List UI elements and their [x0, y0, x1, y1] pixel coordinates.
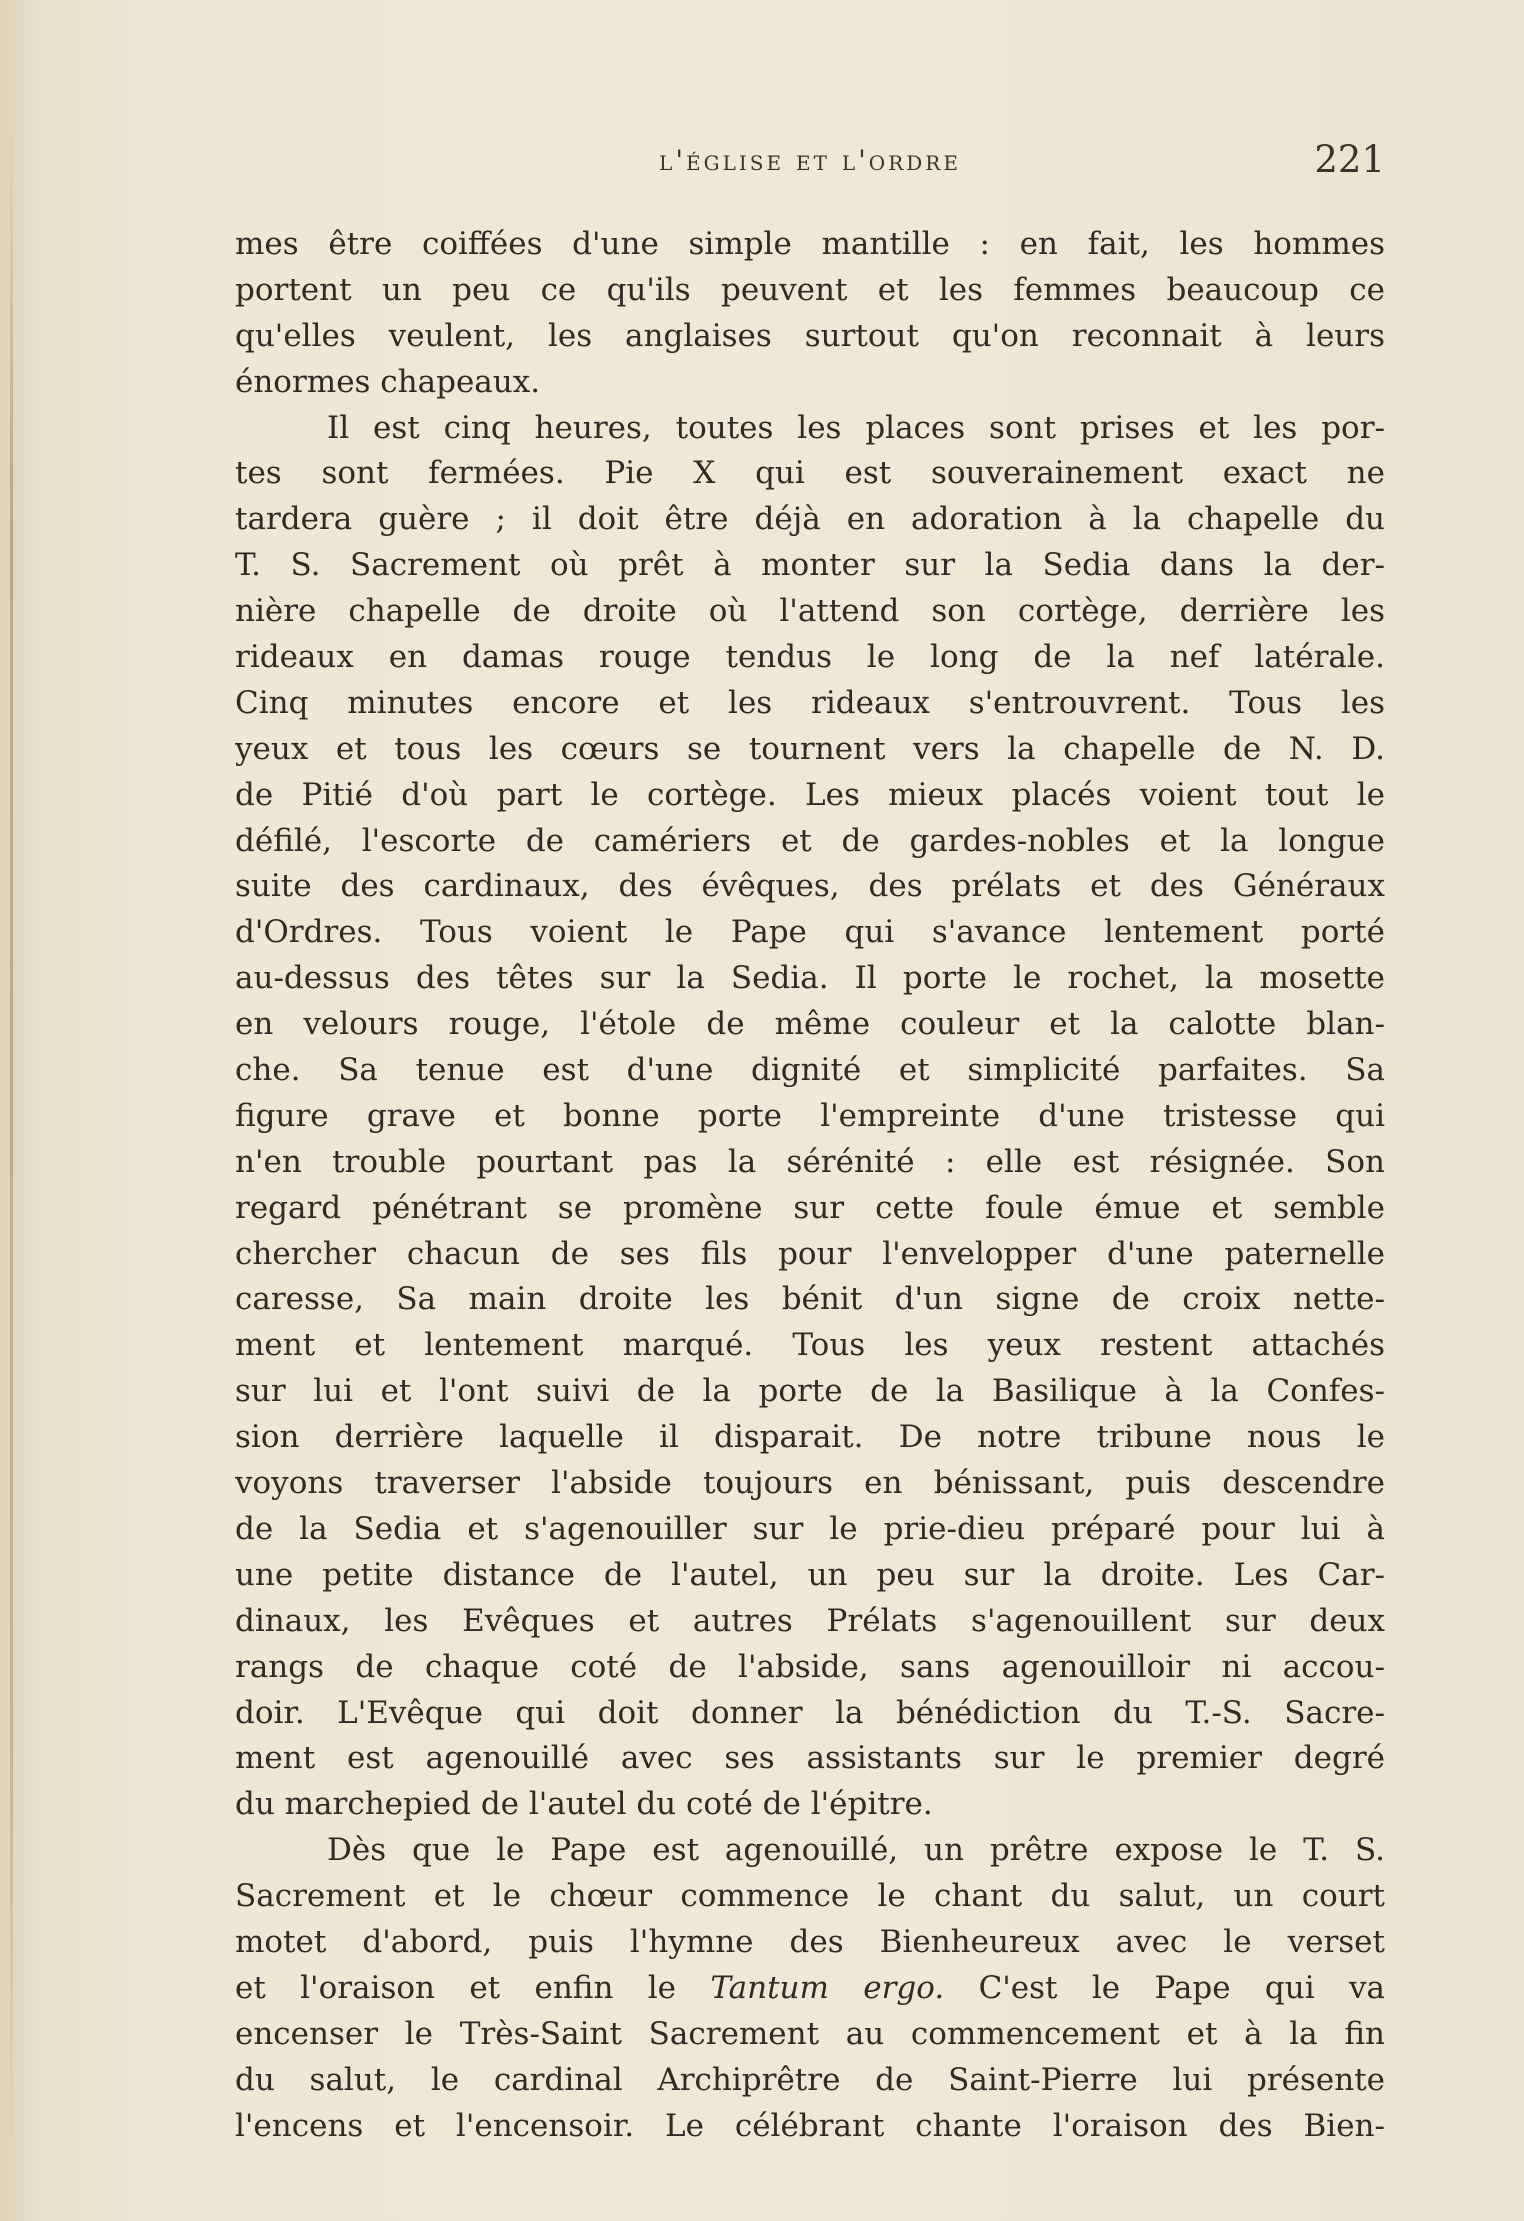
text-line: qu'elles veulent, les anglaises surtout qu'on reconnait à leurs [235, 317, 1385, 354]
text-line: Cinq minutes encore et les rideaux s'entrouvrent. Tous les [235, 684, 1385, 721]
text-line: de la Sedia et s'agenouiller sur le prie-dieu préparé pour lui à [235, 1510, 1385, 1547]
text-line: défilé, l'escorte de camériers et de gardes-nobles et la longue [235, 822, 1385, 859]
text-line: T. S. Sacrement où prêt à monter sur la Sedia dans la der- [235, 547, 1385, 584]
text-line: n'en trouble pourtant pas la sérénité : elle est résignée. Son [235, 1143, 1385, 1180]
text-fragment: et l'oraison et enfin le [235, 1969, 711, 2006]
text-line: encenser le Très-Saint Sacrement au commencement et à la fin [235, 2015, 1385, 2052]
text-line: tardera guère ; il doit être déjà en adoration à la chapelle du [235, 501, 1385, 538]
text-line: motet d'abord, puis l'hymne des Bienheureux avec le verset [235, 1923, 1385, 1960]
text-line: ment est agenouillé avec ses assistants sur le premier degré [235, 1740, 1385, 1777]
text-line: de Pitié d'où part le cortège. Les mieux placés voient tout le [235, 776, 1385, 813]
text-line: dinaux, les Evêques et autres Prélats s'agenouillent sur deux [235, 1602, 1385, 1639]
text-line: d'Ordres. Tous voient le Pape qui s'avance lentement porté [235, 914, 1385, 951]
text-line: portent un peu ce qu'ils peuvent et les femmes beaucoup ce [235, 271, 1385, 308]
italic-phrase: Tantum ergo. [710, 1969, 945, 2006]
text-line: caresse, Sa main droite les bénit d'un signe de croix nette- [235, 1281, 1385, 1318]
text-fragment: C'est le Pape qui va [978, 1969, 1385, 2006]
page-number: 221 [1314, 138, 1385, 181]
text-line: au-dessus des têtes sur la Sedia. Il porte le rochet, la mosette [235, 960, 1385, 997]
text-line: suite des cardinaux, des évêques, des prélats et des Généraux [235, 868, 1385, 905]
text-line: sion derrière laquelle il disparait. De notre tribune nous le [235, 1419, 1385, 1456]
text-line: nière chapelle de droite où l'attend son cortège, derrière les [235, 593, 1385, 630]
binding-gutter-shadow [10, 120, 13, 2160]
text-line: Dès que le Pape est agenouillé, un prêtre expose le T. S. [327, 1832, 1385, 1869]
text-line: tes sont fermées. Pie X qui est souverainement exact ne [235, 455, 1385, 492]
text-line: Sacrement et le chœur commence le chant du salut, un court [235, 1878, 1385, 1915]
text-line: ment et lentement marqué. Tous les yeux restent attachés [235, 1327, 1385, 1364]
running-title: l'église et l'ordre [659, 144, 961, 177]
text-line: en velours rouge, l'étole de même couleur et la calotte blan- [235, 1006, 1385, 1043]
text-line: l'encens et l'encensoir. Le célébrant chante l'oraison des Bien- [235, 2107, 1385, 2144]
text-line: mes être coiffées d'une simple mantille : en fait, les hommes [235, 226, 1385, 262]
text-line: figure grave et bonne porte l'empreinte d'une tristesse qui [235, 1097, 1385, 1134]
text-line: voyons traverser l'abside toujours en bénissant, puis descendre [235, 1465, 1385, 1502]
text-line: chercher chacun de ses fils pour l'envelopper d'une paternelle [235, 1235, 1385, 1272]
text-line: doir. L'Evêque qui doit donner la bénédiction du T.-S. Sacre- [235, 1694, 1385, 1731]
text-line: sur lui et l'ont suivi de la porte de la Basilique à la Confes- [235, 1373, 1385, 1410]
text-line-with-italic [235, 1966, 1385, 2012]
text-line: yeux et tous les cœurs se tournent vers la chapelle de N. D. [235, 730, 1385, 767]
text-line: énormes chapeaux. [235, 363, 541, 400]
text-line: du marchepied de l'autel du coté de l'épitre. [235, 1786, 933, 1823]
body-text [235, 222, 1385, 2149]
text-line: che. Sa tenue est d'une dignité et simplicité parfaites. Sa [235, 1052, 1385, 1089]
text-line: regard pénétrant se promène sur cette foule émue et semble [235, 1189, 1385, 1226]
text-line: une petite distance de l'autel, un peu sur la droite. Les Car- [235, 1556, 1385, 1593]
text-line: Il est cinq heures, toutes les places sont prises et les por- [327, 409, 1385, 446]
text-line: rangs de chaque coté de l'abside, sans agenouilloir ni accou- [235, 1648, 1385, 1685]
text-line: rideaux en damas rouge tendus le long de la nef latérale. [235, 639, 1385, 676]
page-header [235, 138, 1385, 188]
text-line: du salut, le cardinal Archiprêtre de Saint-Pierre lui présente [235, 2061, 1385, 2098]
